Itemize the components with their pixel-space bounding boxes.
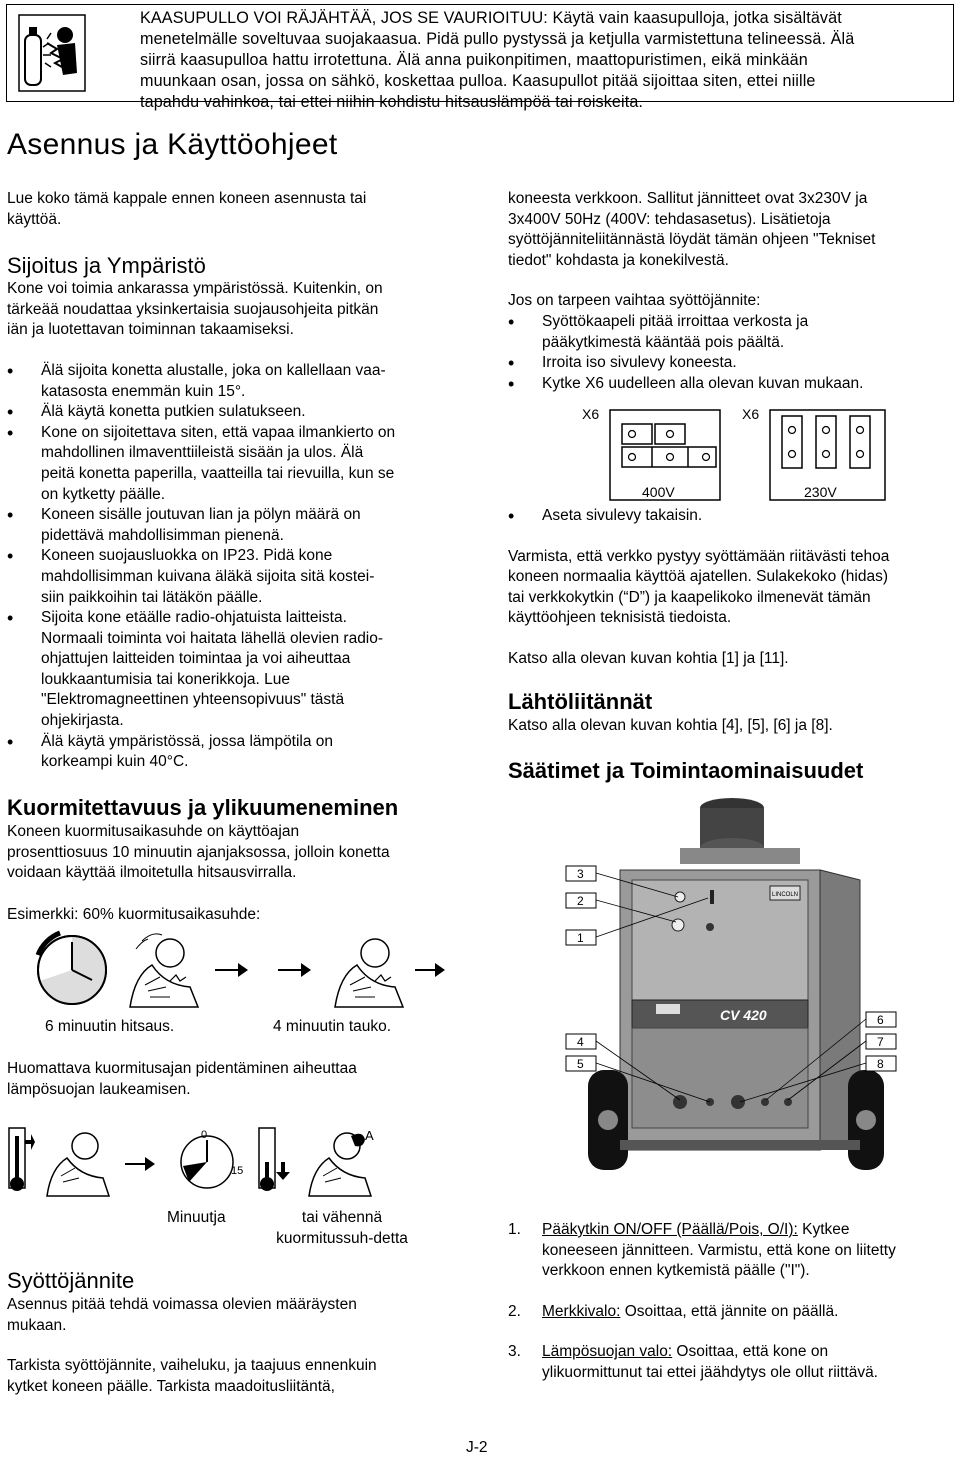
machine-brand-small: LINCOLN (772, 892, 799, 898)
list-item: • Älä käytä ympäristössä, jossa lämpötila on korkeampi kuin 40°C. (7, 732, 457, 773)
warning-text (140, 8, 950, 113)
callout-label: 1 (577, 931, 584, 945)
vahenna-text: tai vähennä kuormitussuh-detta (276, 1209, 408, 1247)
warning-line: KAASUPULLO VOI RÄJÄHTÄÄ, JOS SE VAURIOITUU: Käytä vain kaasupulloja, jotka sisältävät (140, 9, 842, 27)
left-column (7, 189, 457, 773)
v400-label: 400V (642, 484, 675, 500)
lahto-heading: Lähtöliitännät (508, 689, 653, 714)
page-number: J-2 (466, 1439, 488, 1456)
x6-left-label: X6 (582, 406, 600, 422)
esimerkki-text: Esimerkki: 60% kuormitusaikasuhde: (7, 906, 261, 923)
overload-figure (5, 1122, 425, 1202)
callout-label: 7 (877, 1035, 884, 1049)
machine-illustration (560, 790, 900, 1180)
warning-line: siirrä kaasupulloa hattu irrotettuna. Älä anna puikonpitimen, maattopuristimen, eikä minkään (140, 51, 808, 69)
jos-text: Jos on tarpeen vaihtaa syöttöjännite: (508, 292, 761, 310)
list-item: • Irroita iso sivulevy koneesta. (508, 353, 958, 374)
list-item: • Älä käytä konetta putkien sulatukseen. (7, 402, 457, 423)
list-item: 2. Merkkivalo: Osoittaa, että jännite on päällä. (508, 1302, 839, 1320)
sijoitus-heading: Sijoitus ja Ympäristö (7, 253, 206, 279)
thermometer-icon (259, 1128, 290, 1191)
list-item: 3. Lämpösuojan valo: Osoittaa, että kone on ylikuormittunut tai ettei jäähdytys ole ollut riittävä. (508, 1343, 878, 1381)
katso1-text: Katso alla olevan kuvan kohtia [1] ja [11]. (508, 649, 789, 667)
list-item: • Sijoita kone etäälle radio-ohjatuista laitteista. Normaali toiminta voi haitata lähellä olevien radio- ohjattujen laitteiden toimintaa ja voi aiheuttaa loukkaantumisia tai konerikkoja. Lue "Elektromagneettinen yhteensopivuus" tästä ohjekirjasta. (7, 608, 457, 732)
warning-line: muunkaan osan, jossa on sähkö, koskettaa pulloa. Kaasupullot pitää sijoittaa siten, ettei niille (140, 72, 816, 90)
syotto-heading: Syöttöjännite (7, 1268, 135, 1293)
welder-icon (47, 1133, 109, 1196)
arrow-icon (215, 963, 248, 977)
sijoitus-text: tärkeää noudattaa yksinkertaisia suojausohjeita pitkän (7, 300, 379, 318)
clock-icon (38, 933, 106, 1004)
right-column-top: koneesta verkkoon. Sallitut jännitteet ovat 3x230V ja 3x400V 50Hz (400V: tehdasasetus). Lisätietoja syöttöjänniteliitännästä löydät tämän ohjeen "Tekniset tiedot" kohdasta ja konekilvestä. Jos on tarpeen vaihtaa syöttöjännite: • Syöttökaapeli pitää irroittaa verkosta ja pääkytkimestä kääntää pois päältä. • Irroita iso sivulevy koneesta. • Kytke X6 uudelleen alla olevan kuvan mukaan. (508, 189, 958, 394)
minuutja-text: Minuutja (167, 1209, 226, 1226)
sijoitus-text: Kone voi toimia ankarassa ympäristössä. Kuitenkin, on (7, 280, 383, 298)
callout-label: 2 (577, 894, 584, 908)
saat-heading: Säätimet ja Toimintaominaisuudet (508, 758, 864, 783)
callout-label: 4 (577, 1035, 584, 1049)
v230-label: 230V (804, 484, 837, 500)
syotto-text: Asennus pitää tehdä voimassa olevien määräysten mukaan. Tarkista syöttöjännite, vaiheluku, ja taajuus ennenkuin kytket koneen päälle. Tarkista maadoitusliitäntä, (7, 1296, 377, 1395)
callout-label: 6 (877, 1013, 884, 1027)
machine-model: CV 420 (720, 1007, 767, 1023)
clock-icon (181, 1129, 243, 1188)
list-item: • Kone on sijoitettava siten, että vapaa ilmankierto on mahdollinen ilmaventtiileistä sisään ja ulos. Älä peitä konetta paperilla, vaatteilla tai rievuilla, kun se on kytketty päälle. (7, 423, 457, 505)
arrow-icon (125, 1157, 155, 1171)
sijoitus-text: iän ja luotettavan toiminnan takaamiseksi. (7, 321, 294, 339)
duty-cycle-figure (30, 925, 450, 1015)
list-item: • Koneen suojausluokka on IP23. Pidä kone mahdollisimman kuivana äläkä sijoita sitä kostei- siin paikkoihin tai lätäkön päälle. (7, 546, 457, 608)
intro-line: Lue koko tämä kappale ennen koneen asennusta tai (7, 190, 367, 207)
callout-label: 5 (577, 1057, 584, 1071)
fig2-fifteen: 15 (231, 1165, 244, 1177)
x6-right-label: X6 (742, 406, 760, 422)
thermometer-icon (9, 1128, 35, 1191)
warning-line: tapahdu vahinkoa, tai ettei niihin kohdistu hitsauslämpöä tai roiskeita. (140, 93, 644, 111)
warning-box (6, 4, 954, 111)
arrow-icon (415, 963, 445, 977)
kuorm-text: Koneen kuormitusaikasuhde on käyttöajan prosenttiosuus 10 minuutin ajanjaksossa, jolloin konetta voidaan käyttää ilmoitetulla hitsausvirralla. (7, 823, 390, 882)
label-tauko: 4 minuutin tauko. (273, 1018, 392, 1035)
list-item: • Kytke X6 uudelleen alla olevan kuvan mukaan. (508, 374, 958, 395)
label-hitsaus: 6 minuutin hitsaus. (45, 1018, 175, 1035)
controls-list (508, 1220, 958, 1404)
list-item: • Syöttökaapeli pitää irroittaa verkosta ja pääkytkimestä kääntää pois päältä. (508, 312, 958, 353)
list-item: • Älä sijoita konetta alustalle, joka on kallellaan vaa- katasosta enemmän kuin 15°. (7, 361, 457, 402)
right-column-mid: • Aseta sivulevy takaisin. Varmista, että verkko pystyy syöttämään riitävästi tehoa koneen normaalia käyttöä ajatellen. Sulakekoko (hidas) tai verkkokytkin (“D”) ja kaapelikoko ilmenevät tämän käyttöohjeen teknisistä tiedoista. Katso alla olevan kuvan kohtia [1] ja [11]. (508, 506, 958, 670)
x6-diagram (560, 402, 890, 502)
warning-line: menetelmälle soveltuvaa suojakaasua. Pidä pullo pystyssä ja ketjulla varmistettuna telineessä. Älä (140, 30, 855, 48)
list-item: • Aseta sivulevy takaisin. (508, 506, 958, 527)
sijoitus-bullet-list (7, 361, 457, 773)
huom-text: Huomattava kuormitusajan pidentäminen aiheuttaa lämpösuojan laukeamisen. (7, 1060, 357, 1098)
kuorm-heading: Kuormitettavuus ja ylikuumeneminen (7, 795, 399, 820)
voltage-bullet-list (508, 312, 958, 394)
callout-label: 3 (577, 867, 584, 881)
list-item: 1. Pääkytkin ON/OFF (Päällä/Pois, O/I): Kytkee koneeseen jännitteen. Varmistu, että kone on liitetty verkkoon ennen kytkemistä päälle ("I"). (508, 1221, 896, 1280)
list-item: • Koneen sisälle joutuvan lian ja pölyn määrä on pidettävä mahdollisimman pienenä. (7, 505, 457, 546)
gas-cylinder-warning-icon (17, 13, 87, 93)
katso2-text: Katso alla olevan kuvan kohtia [4], [5], [6] ja [8]. (508, 717, 833, 734)
welder-icon (335, 939, 403, 1007)
fig2-a: A (365, 1128, 374, 1143)
welder-icon (309, 1128, 374, 1196)
intro-line: käyttöä. (7, 210, 62, 228)
arrow-icon (278, 963, 311, 977)
page-title: Asennus ja Käyttöohjeet (7, 128, 338, 161)
fig2-zero: 0 (201, 1129, 208, 1141)
callout-label: 8 (877, 1057, 884, 1071)
welder-icon (125, 933, 200, 1008)
